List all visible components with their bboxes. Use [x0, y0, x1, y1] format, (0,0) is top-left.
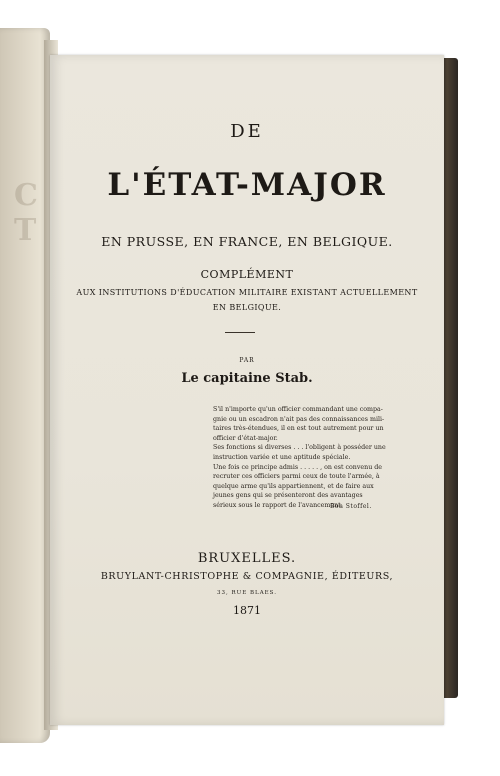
publication-year: 1871 [233, 604, 261, 617]
epigraph-line: gnie ou un escadron n'ait pas des connaissances mili- [213, 415, 385, 423]
epigraph-line: jeunes gens qui se présenteront des avantages [213, 492, 363, 500]
epigraph-line: Une fois ce principe admis . . . . . , on est convenu de [213, 463, 383, 471]
par-label: PAR [239, 357, 255, 364]
complement-line-2: EN BELGIQUE. [212, 303, 282, 312]
bleed-through-text: C T [14, 178, 40, 248]
epigraph-line: recruter ces officiers parmi ceux de toute l'armée, à [213, 473, 380, 481]
publisher-address: 33, RUE BLAES. [216, 590, 278, 596]
complement-heading: COMPLÉMENT [200, 268, 294, 281]
epigraph-line: sérieux sous le rapport de l'avancement. [213, 501, 343, 509]
epigraph-line: Ses fonctions si diverses . . . l'obligent à posséder une [213, 444, 386, 452]
publication-city: BRUXELLES. [197, 551, 297, 566]
epigraph-line: quelque arme qu'ils appartiennent, et de faire aux [213, 482, 374, 490]
author-name: Le capitaine Stab. [181, 371, 313, 386]
epigraph-quote [213, 405, 386, 511]
title-page [50, 55, 444, 725]
epigraph-signature: Bon Stoffel. [330, 503, 372, 510]
epigraph-line: taires très-étendues, il en est tout autrement pour un [213, 425, 384, 433]
epigraph-line: S'il n'importe qu'un officier commandant une compa- [213, 406, 383, 413]
main-title: L'ÉTAT-MAJOR [107, 167, 387, 203]
complement-line-1: AUX INSTITUTIONS D'ÉDUCATION MILITAIRE EXISTANT ACTUELLEMENT [76, 288, 418, 297]
publisher-name: BRUYLANT-CHRISTOPHE & COMPAGNIE, ÉDITEURS, [100, 571, 394, 582]
epigraph-line: officier d'état-major. [213, 434, 278, 442]
divider-rule [225, 332, 255, 333]
epigraph-line: instruction variée et une aptitude spéciale. [213, 453, 351, 461]
title-prefix: DE [230, 121, 264, 142]
subtitle: EN PRUSSE, EN FRANCE, EN BELGIQUE. [101, 234, 393, 249]
left-page [0, 28, 50, 743]
